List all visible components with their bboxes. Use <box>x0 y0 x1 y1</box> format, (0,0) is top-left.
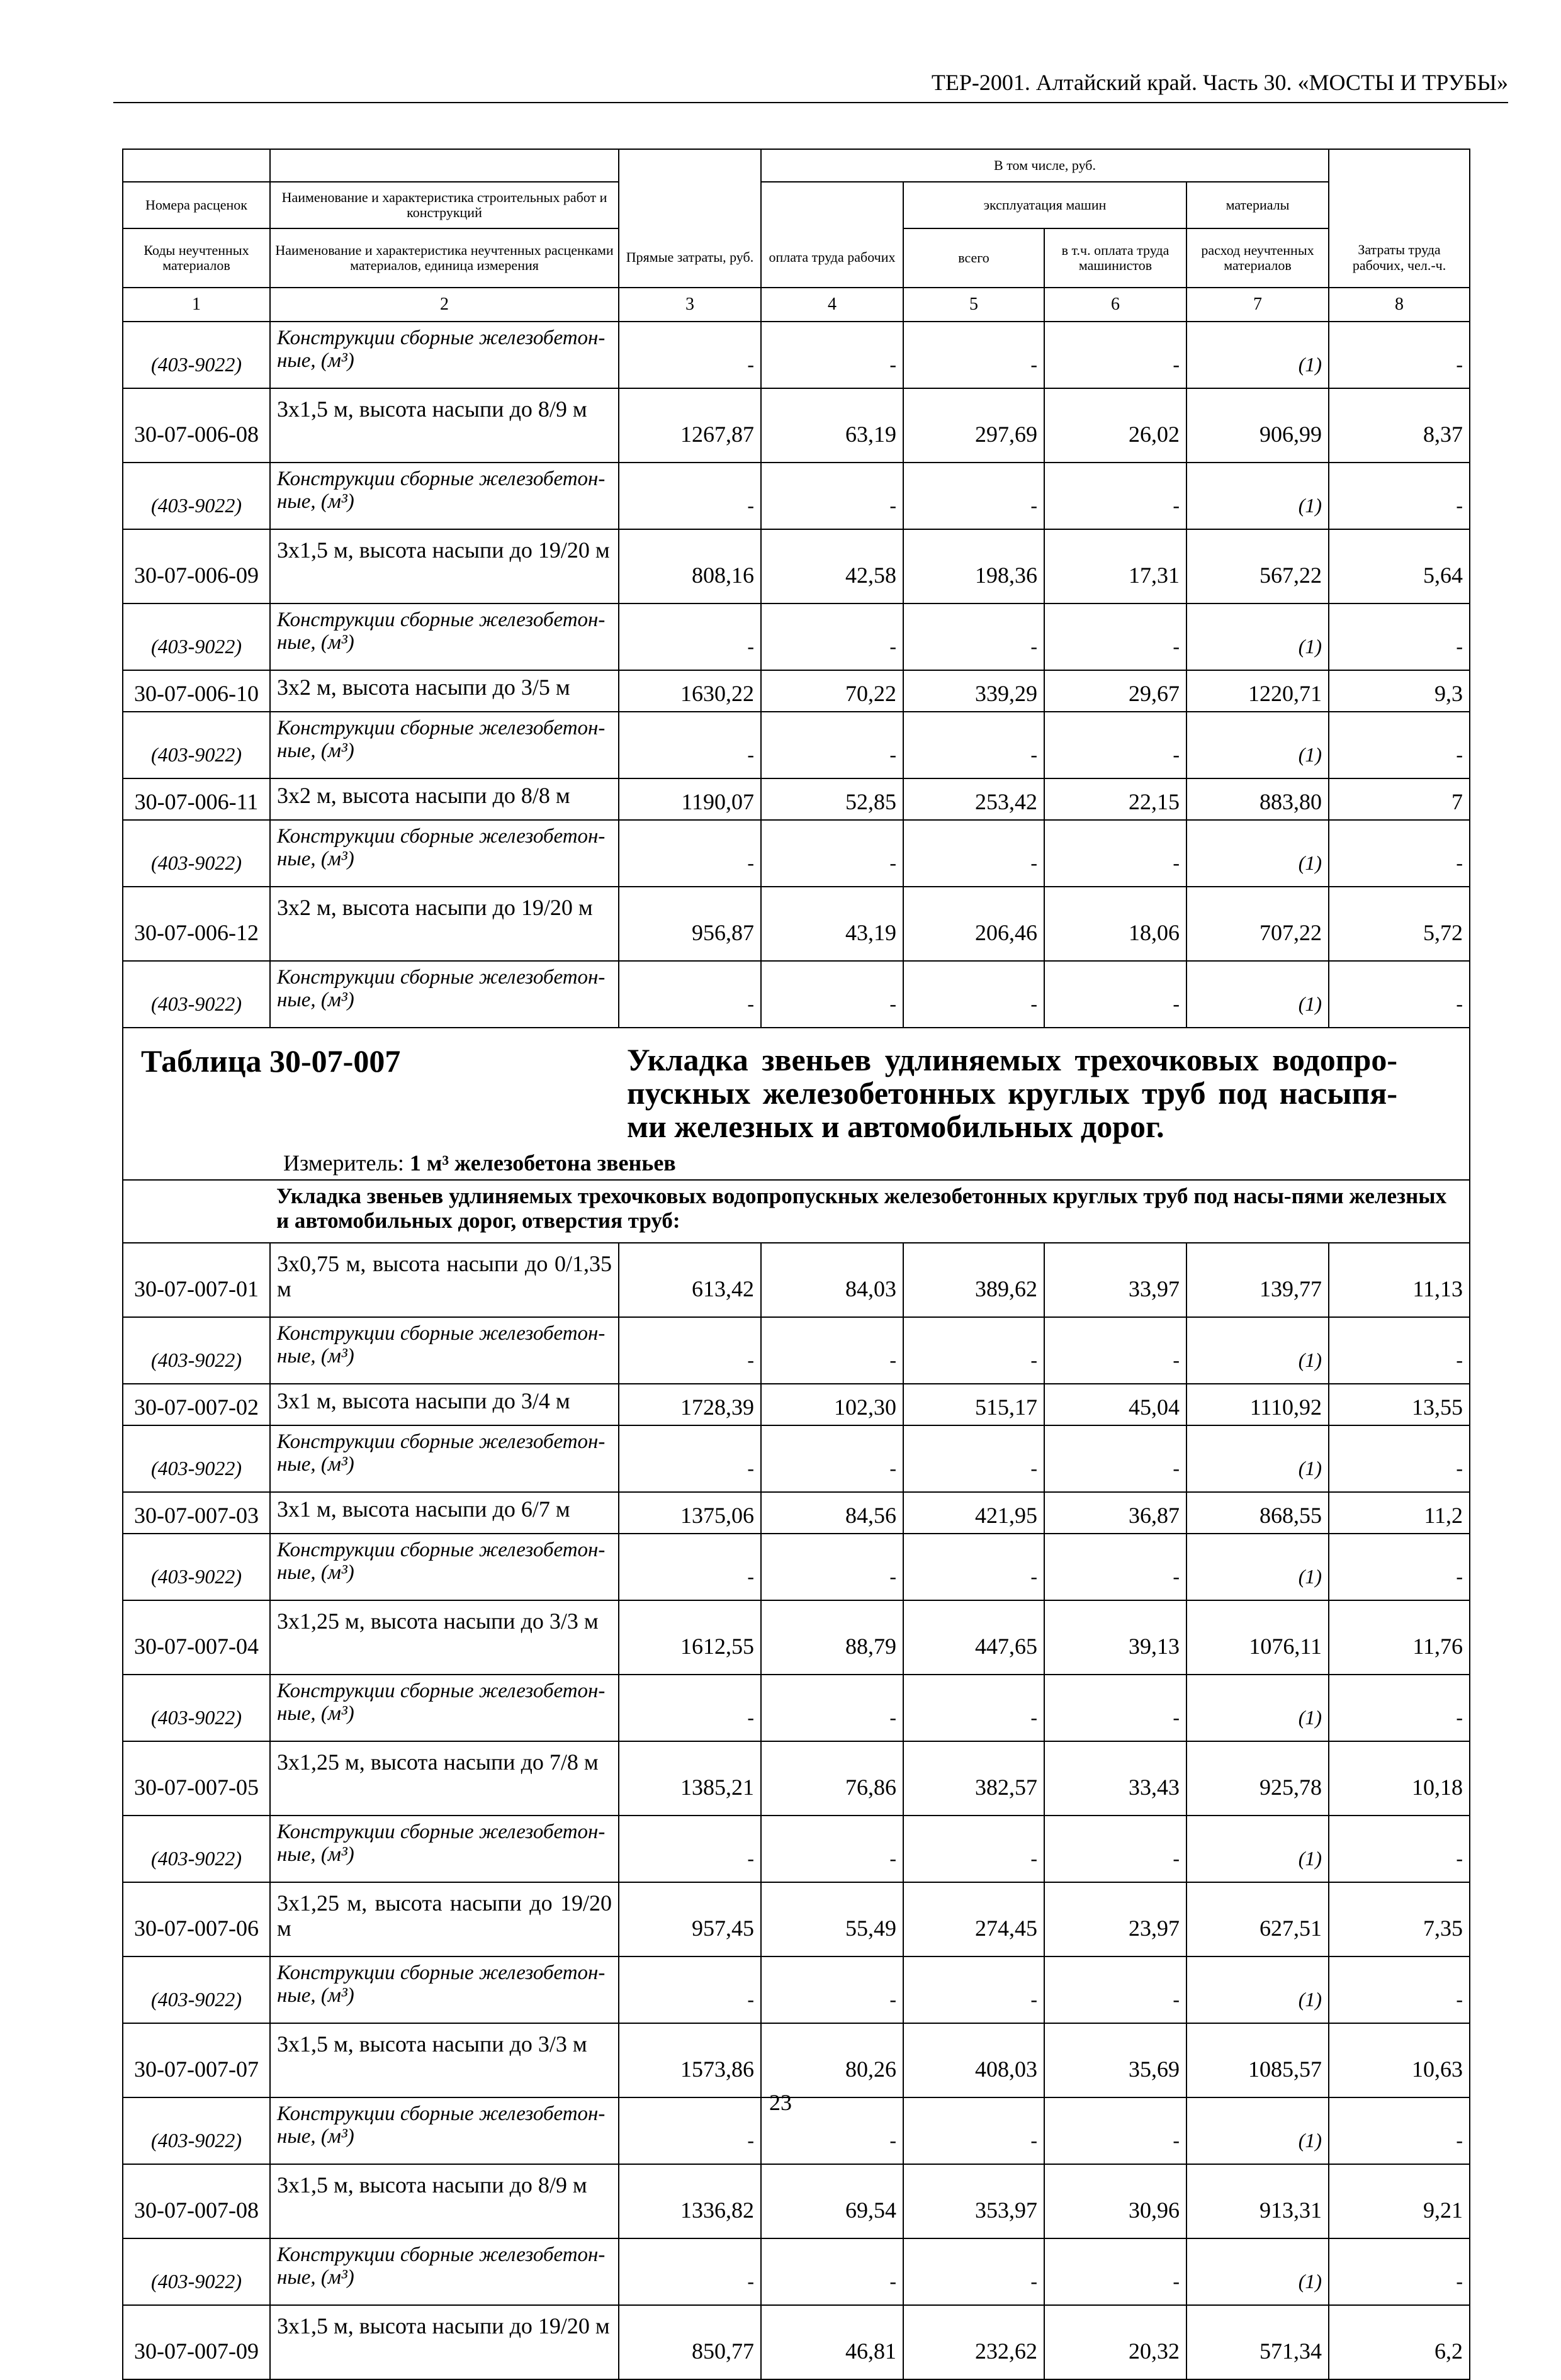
value-cell: 43,19 <box>761 887 903 961</box>
value-cell: - <box>903 463 1044 529</box>
material-row <box>123 2238 1470 2305</box>
value-cell: - <box>761 712 903 778</box>
rate-name: 3х1 м, высота насыпи до 3/4 м <box>270 1384 619 1425</box>
column-number: 1 <box>123 288 270 322</box>
value-cell: - <box>761 1956 903 2023</box>
measure <box>283 1150 676 1176</box>
value-cell: 29,67 <box>1044 670 1186 712</box>
value-cell: 7,35 <box>1329 1882 1470 1956</box>
value-cell: 84,56 <box>761 1492 903 1534</box>
value-cell: 571,34 <box>1186 2305 1329 2379</box>
value-cell: 139,77 <box>1186 1243 1329 1317</box>
value-cell: 1110,92 <box>1186 1384 1329 1425</box>
material-code: (403-9022) <box>123 322 270 388</box>
rate-name: 3х1,5 м, высота насыпи до 8/9 м <box>270 2164 619 2238</box>
value-cell: 33,43 <box>1044 1741 1186 1816</box>
head-unaccounted-consumption: расход неучтенных материалов <box>1186 228 1329 288</box>
value-cell: - <box>761 820 903 887</box>
value-cell: 55,49 <box>761 1882 903 1956</box>
head-direct-costs: Прямые затраты, руб. <box>619 228 761 288</box>
rate-row <box>123 778 1470 820</box>
material-row <box>123 1816 1470 1882</box>
material-code: (403-9022) <box>123 2097 270 2164</box>
value-cell: 1612,55 <box>619 1600 761 1675</box>
value-cell: 567,22 <box>1186 529 1329 603</box>
rate-name: 3х1,25 м, высота насыпи до 19/20 м <box>270 1882 619 1956</box>
rate-row <box>123 1243 1470 1317</box>
material-row <box>123 1675 1470 1741</box>
value-cell: - <box>1329 1534 1470 1600</box>
rate-code: 30-07-007-05 <box>123 1741 270 1816</box>
value-cell: 1385,21 <box>619 1741 761 1816</box>
value-cell: - <box>761 463 903 529</box>
value-cell: 1336,82 <box>619 2164 761 2238</box>
head-labor-costs: Затраты труда рабочих, чел.-ч. <box>1329 228 1470 288</box>
value-cell: 42,58 <box>761 529 903 603</box>
value-cell: 297,69 <box>903 388 1044 463</box>
value-cell: 1728,39 <box>619 1384 761 1425</box>
value-cell: - <box>1329 1425 1470 1492</box>
value-cell: - <box>619 1816 761 1882</box>
material-row <box>123 712 1470 778</box>
value-cell: - <box>619 2097 761 2164</box>
material-row <box>123 961 1470 1028</box>
value-cell: 707,22 <box>1186 887 1329 961</box>
header-title: ТЕР-2001. Алтайский край. Часть 30. «МОСТЫ И ТРУБЫ» <box>931 70 1508 95</box>
value-cell: 36,87 <box>1044 1492 1186 1534</box>
value-cell: - <box>761 1675 903 1741</box>
rate-code: 30-07-007-06 <box>123 1882 270 1956</box>
rate-code: 30-07-006-09 <box>123 529 270 603</box>
material-row <box>123 1317 1470 1384</box>
table-title: Укладка звеньев удлиняемых трехочковых водопро-пускных железобетонных круглых труб под насыпя-ми железных и автомобильных дорог. <box>627 1042 1397 1144</box>
value-cell: - <box>1044 1675 1186 1741</box>
value-cell: - <box>903 1816 1044 1882</box>
value-cell: - <box>1044 1816 1186 1882</box>
rate-row <box>123 2164 1470 2238</box>
rate-row <box>123 1492 1470 1534</box>
rate-row <box>123 529 1470 603</box>
rate-name: 3х1,5 м, высота насыпи до 3/3 м <box>270 2023 619 2097</box>
column-number: 2 <box>270 288 619 322</box>
material-name: Конструкции сборные железобетон-ные, (м³) <box>270 1816 619 1882</box>
value-cell: 20,32 <box>1044 2305 1186 2379</box>
head-work-name: Наименование и характеристика строительных работ и конструкций <box>270 182 619 228</box>
value-cell: 1085,57 <box>1186 2023 1329 2097</box>
value-cell: - <box>761 2097 903 2164</box>
value-cell: 925,78 <box>1186 1741 1329 1816</box>
material-name: Конструкции сборные железобетон-ные, (м³) <box>270 820 619 887</box>
head-including: В том числе, руб. <box>761 149 1329 182</box>
value-cell: - <box>619 1534 761 1600</box>
column-number: 5 <box>903 288 1044 322</box>
value-cell: - <box>1044 1317 1186 1384</box>
material-code: (403-9022) <box>123 1956 270 2023</box>
value-cell: - <box>1044 463 1186 529</box>
material-name: Конструкции сборные железобетон-ные, (м³) <box>270 1425 619 1492</box>
value-cell: 913,31 <box>1186 2164 1329 2238</box>
value-cell: 9,3 <box>1329 670 1470 712</box>
head-materials: материалы <box>1186 182 1329 228</box>
material-code: (403-9022) <box>123 603 270 670</box>
material-code: (403-9022) <box>123 820 270 887</box>
value-cell: 7 <box>1329 778 1470 820</box>
head-cell <box>123 149 270 182</box>
value-cell: - <box>761 1816 903 1882</box>
value-cell: - <box>1329 1956 1470 2023</box>
material-name: Конструкции сборные железобетон-ные, (м³) <box>270 2238 619 2305</box>
value-cell: 447,65 <box>903 1600 1044 1675</box>
measure-value: 1 м³ железобетона звеньев <box>409 1150 676 1176</box>
value-cell: 339,29 <box>903 670 1044 712</box>
value-cell: 11,13 <box>1329 1243 1470 1317</box>
rate-name: 3х1,5 м, высота насыпи до 19/20 м <box>270 529 619 603</box>
rate-row <box>123 1741 1470 1816</box>
value-cell: 232,62 <box>903 2305 1044 2379</box>
rate-code: 30-07-006-11 <box>123 778 270 820</box>
value-cell: 22,15 <box>1044 778 1186 820</box>
head-machine-operation: эксплуатация машин <box>903 182 1186 228</box>
value-cell: 5,64 <box>1329 529 1470 603</box>
value-cell: - <box>903 1675 1044 1741</box>
material-qty: (1) <box>1186 820 1329 887</box>
value-cell: 39,13 <box>1044 1600 1186 1675</box>
head-labor-pay: оплата труда рабочих <box>761 228 903 288</box>
value-cell: 102,30 <box>761 1384 903 1425</box>
value-cell: - <box>619 712 761 778</box>
value-cell: - <box>1044 2097 1186 2164</box>
value-cell: - <box>619 1317 761 1384</box>
material-name: Конструкции сборные железобетон-ные, (м³) <box>270 961 619 1028</box>
value-cell: - <box>761 603 903 670</box>
rate-row <box>123 2305 1470 2379</box>
material-code: (403-9022) <box>123 1675 270 1741</box>
value-cell: - <box>619 322 761 388</box>
head-rate-numbers: Номера расценок <box>123 182 270 228</box>
value-cell: 1375,06 <box>619 1492 761 1534</box>
value-cell: 11,76 <box>1329 1600 1470 1675</box>
value-cell: 957,45 <box>619 1882 761 1956</box>
table-body-top <box>123 322 1470 1028</box>
value-cell: 613,42 <box>619 1243 761 1317</box>
material-name: Конструкции сборные железобетон-ные, (м³) <box>270 1534 619 1600</box>
value-cell: 1076,11 <box>1186 1600 1329 1675</box>
value-cell: - <box>903 820 1044 887</box>
value-cell: - <box>1329 961 1470 1028</box>
material-name: Конструкции сборные железобетон-ные, (м³) <box>270 2097 619 2164</box>
value-cell: - <box>619 1425 761 1492</box>
head-machinist-pay: в т.ч. оплата труда машинистов <box>1044 228 1186 288</box>
rate-name: 3х1,25 м, высота насыпи до 3/3 м <box>270 1600 619 1675</box>
material-code: (403-9022) <box>123 1317 270 1384</box>
value-cell: - <box>903 2097 1044 2164</box>
value-cell: 17,31 <box>1044 529 1186 603</box>
value-cell: - <box>1329 463 1470 529</box>
material-row <box>123 322 1470 388</box>
value-cell: 23,97 <box>1044 1882 1186 1956</box>
value-cell: - <box>1329 1675 1470 1741</box>
rate-name: 3х1,25 м, высота насыпи до 7/8 м <box>270 1741 619 1816</box>
rate-code: 30-07-007-01 <box>123 1243 270 1317</box>
value-cell: 956,87 <box>619 887 761 961</box>
value-cell: - <box>1329 1816 1470 1882</box>
material-qty: (1) <box>1186 1956 1329 2023</box>
material-qty: (1) <box>1186 1816 1329 1882</box>
column-number: 3 <box>619 288 761 322</box>
value-cell: 46,81 <box>761 2305 903 2379</box>
material-code: (403-9022) <box>123 1534 270 1600</box>
rate-row <box>123 388 1470 463</box>
head-cell <box>761 182 903 228</box>
value-cell: 421,95 <box>903 1492 1044 1534</box>
value-cell: - <box>1044 1425 1186 1492</box>
value-cell: - <box>1329 322 1470 388</box>
value-cell: - <box>1044 322 1186 388</box>
value-cell: 45,04 <box>1044 1384 1186 1425</box>
value-cell: 33,97 <box>1044 1243 1186 1317</box>
value-cell: 35,69 <box>1044 2023 1186 2097</box>
value-cell: - <box>761 1317 903 1384</box>
value-cell: 8,37 <box>1329 388 1470 463</box>
material-qty: (1) <box>1186 1675 1329 1741</box>
head-unaccounted-name: Наименование и характеристика неучтенных расценками материалов, единица измерения <box>270 228 619 288</box>
column-numbers-row <box>123 288 1470 322</box>
rate-name: 3х1 м, высота насыпи до 6/7 м <box>270 1492 619 1534</box>
column-number: 8 <box>1329 288 1470 322</box>
material-qty: (1) <box>1186 2097 1329 2164</box>
material-row <box>123 463 1470 529</box>
table-title-block <box>123 1028 1470 1180</box>
material-name: Конструкции сборные железобетон-ные, (м³) <box>270 603 619 670</box>
value-cell: 10,63 <box>1329 2023 1470 2097</box>
value-cell: - <box>1329 2097 1470 2164</box>
head-cell <box>1329 149 1470 182</box>
rate-row <box>123 670 1470 712</box>
value-cell: 198,36 <box>903 529 1044 603</box>
table-number: Таблица 30-07-007 <box>141 1043 401 1079</box>
value-cell: 1630,22 <box>619 670 761 712</box>
material-code: (403-9022) <box>123 463 270 529</box>
value-cell: 206,46 <box>903 887 1044 961</box>
value-cell: - <box>761 322 903 388</box>
material-name: Конструкции сборные железобетон-ные, (м³) <box>270 1675 619 1741</box>
material-row <box>123 1425 1470 1492</box>
value-cell: 9,21 <box>1329 2164 1470 2238</box>
head-cell <box>619 182 761 228</box>
value-cell: - <box>619 463 761 529</box>
value-cell: - <box>761 961 903 1028</box>
value-cell: 850,77 <box>619 2305 761 2379</box>
head-unaccounted-codes: Коды неучтенных материалов <box>123 228 270 288</box>
material-name: Конструкции сборные железобетон-ные, (м³) <box>270 463 619 529</box>
material-name: Конструкции сборные железобетон-ные, (м³) <box>270 1317 619 1384</box>
value-cell: 253,42 <box>903 778 1044 820</box>
value-cell: - <box>903 1956 1044 2023</box>
value-cell: 808,16 <box>619 529 761 603</box>
rate-row <box>123 1600 1470 1675</box>
value-cell: - <box>1329 603 1470 670</box>
value-cell: - <box>1044 712 1186 778</box>
material-qty: (1) <box>1186 2238 1329 2305</box>
rate-name: 3х2 м, высота насыпи до 3/5 м <box>270 670 619 712</box>
rate-code: 30-07-007-07 <box>123 2023 270 2097</box>
value-cell: 80,26 <box>761 2023 903 2097</box>
value-cell: - <box>619 1675 761 1741</box>
value-cell: 408,03 <box>903 2023 1044 2097</box>
value-cell: 84,03 <box>761 1243 903 1317</box>
value-cell: 70,22 <box>761 670 903 712</box>
value-cell: 5,72 <box>1329 887 1470 961</box>
value-cell: - <box>619 1956 761 2023</box>
value-cell: - <box>761 2238 903 2305</box>
rate-code: 30-07-006-12 <box>123 887 270 961</box>
material-code: (403-9022) <box>123 961 270 1028</box>
value-cell: - <box>1044 603 1186 670</box>
rate-code: 30-07-007-04 <box>123 1600 270 1675</box>
rate-code: 30-07-006-08 <box>123 388 270 463</box>
value-cell: 76,86 <box>761 1741 903 1816</box>
value-cell: - <box>619 2238 761 2305</box>
value-cell: - <box>903 1534 1044 1600</box>
rate-name: 3х2 м, высота насыпи до 19/20 м <box>270 887 619 961</box>
value-cell: 382,57 <box>903 1741 1044 1816</box>
rate-row <box>123 2023 1470 2097</box>
material-qty: (1) <box>1186 1534 1329 1600</box>
page-header <box>113 68 1508 103</box>
value-cell: 1220,71 <box>1186 670 1329 712</box>
value-cell: - <box>1044 1956 1186 2023</box>
value-cell: 52,85 <box>761 778 903 820</box>
value-cell: - <box>903 712 1044 778</box>
head-cell <box>1329 182 1470 228</box>
value-cell: 11,2 <box>1329 1492 1470 1534</box>
material-qty: (1) <box>1186 712 1329 778</box>
rate-name: 3х2 м, высота насыпи до 8/8 м <box>270 778 619 820</box>
value-cell: 63,19 <box>761 388 903 463</box>
value-cell: 26,02 <box>1044 388 1186 463</box>
material-row <box>123 820 1470 887</box>
rates-table <box>122 149 1470 2380</box>
material-qty: (1) <box>1186 603 1329 670</box>
value-cell: 30,96 <box>1044 2164 1186 2238</box>
value-cell: - <box>619 603 761 670</box>
material-code: (403-9022) <box>123 1816 270 1882</box>
value-cell: - <box>1044 1534 1186 1600</box>
table-body-bottom <box>123 1243 1470 2379</box>
value-cell: 1573,86 <box>619 2023 761 2097</box>
rate-code: 30-07-007-03 <box>123 1492 270 1534</box>
material-qty: (1) <box>1186 1317 1329 1384</box>
rate-row <box>123 1882 1470 1956</box>
value-cell: - <box>903 1317 1044 1384</box>
value-cell: - <box>619 820 761 887</box>
group-spacer <box>123 1180 270 1243</box>
value-cell: - <box>903 2238 1044 2305</box>
rate-code: 30-07-007-08 <box>123 2164 270 2238</box>
value-cell: - <box>1329 712 1470 778</box>
value-cell: - <box>1044 961 1186 1028</box>
value-cell: 274,45 <box>903 1882 1044 1956</box>
value-cell: 88,79 <box>761 1600 903 1675</box>
material-name: Конструкции сборные железобетон-ные, (м³) <box>270 712 619 778</box>
value-cell: 389,62 <box>903 1243 1044 1317</box>
material-code: (403-9022) <box>123 1425 270 1492</box>
value-cell: 10,18 <box>1329 1741 1470 1816</box>
value-cell: - <box>1329 2238 1470 2305</box>
material-qty: (1) <box>1186 463 1329 529</box>
value-cell: - <box>903 961 1044 1028</box>
value-cell: 69,54 <box>761 2164 903 2238</box>
value-cell: 1190,07 <box>619 778 761 820</box>
value-cell: - <box>1044 820 1186 887</box>
value-cell: 6,2 <box>1329 2305 1470 2379</box>
material-qty: (1) <box>1186 961 1329 1028</box>
table-30-07-007-title <box>123 1028 1470 1243</box>
rate-name: 3х1,5 м, высота насыпи до 8/9 м <box>270 388 619 463</box>
material-code: (403-9022) <box>123 2238 270 2305</box>
value-cell: 515,17 <box>903 1384 1044 1425</box>
value-cell: - <box>903 603 1044 670</box>
value-cell: 18,06 <box>1044 887 1186 961</box>
value-cell: - <box>1044 2238 1186 2305</box>
column-number: 7 <box>1186 288 1329 322</box>
rate-code: 30-07-006-10 <box>123 670 270 712</box>
value-cell: 353,97 <box>903 2164 1044 2238</box>
material-name: Конструкции сборные железобетон-ные, (м³) <box>270 1956 619 2023</box>
value-cell: - <box>903 322 1044 388</box>
head-cell <box>619 149 761 182</box>
value-cell: - <box>903 1425 1044 1492</box>
value-cell: - <box>1329 1317 1470 1384</box>
material-code: (403-9022) <box>123 712 270 778</box>
rate-code: 30-07-007-02 <box>123 1384 270 1425</box>
value-cell: 906,99 <box>1186 388 1329 463</box>
table-head <box>123 149 1470 322</box>
value-cell: 868,55 <box>1186 1492 1329 1534</box>
rate-row <box>123 887 1470 961</box>
value-cell: 13,55 <box>1329 1384 1470 1425</box>
value-cell: - <box>761 1425 903 1492</box>
rate-code: 30-07-007-09 <box>123 2305 270 2379</box>
value-cell: - <box>619 961 761 1028</box>
column-number: 4 <box>761 288 903 322</box>
material-name: Конструкции сборные железобетон-ные, (м³) <box>270 322 619 388</box>
value-cell: - <box>1329 820 1470 887</box>
rate-row <box>123 1384 1470 1425</box>
column-number: 6 <box>1044 288 1186 322</box>
material-qty: (1) <box>1186 1425 1329 1492</box>
rate-name: 3х0,75 м, высота насыпи до 0/1,35 м <box>270 1243 619 1317</box>
rate-name: 3х1,5 м, высота насыпи до 19/20 м <box>270 2305 619 2379</box>
value-cell: 883,80 <box>1186 778 1329 820</box>
page-number: 23 <box>769 2090 792 2115</box>
value-cell: - <box>761 1534 903 1600</box>
measure-label: Измеритель: <box>283 1150 404 1176</box>
head-cell <box>270 149 619 182</box>
material-row <box>123 603 1470 670</box>
material-row <box>123 1956 1470 2023</box>
value-cell: 1267,87 <box>619 388 761 463</box>
head-total: всего <box>903 228 1044 288</box>
group-title: Укладка звеньев удлиняемых трехочковых водопропускных железобетонных круглых труб под насы-пями железных и автомобильных дорог, отверстия труб: <box>270 1180 1470 1243</box>
value-cell: 627,51 <box>1186 1882 1329 1956</box>
material-qty: (1) <box>1186 322 1329 388</box>
material-row <box>123 1534 1470 1600</box>
